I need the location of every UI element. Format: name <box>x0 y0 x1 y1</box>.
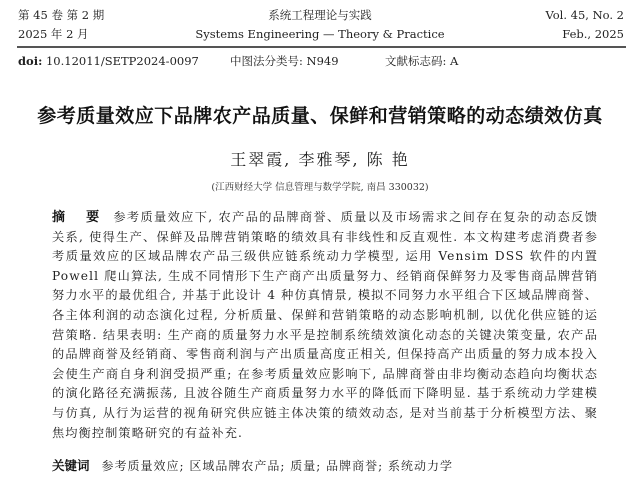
abstract <box>52 208 598 443</box>
abstract-label: 摘 要 <box>52 210 108 225</box>
clc-number <box>230 54 339 68</box>
keywords-label: 关键词 <box>52 458 90 473</box>
journal-date-cn: 2025 年 2 月 <box>18 27 89 41</box>
journal-date-en: Feb., 2025 <box>562 27 624 41</box>
clc-value: N949 <box>306 54 339 68</box>
document-code-label: 文献标志码: <box>385 54 447 68</box>
journal-volume-issue: 第 45 卷 第 2 期 <box>18 8 105 22</box>
doi-value[interactable]: 10.12011/SETP2024-0097 <box>45 54 199 68</box>
journal-name-cn: 系统工程理论与实践 <box>268 8 372 22</box>
keywords <box>52 457 453 475</box>
affiliation: (江西财经大学 信息管理与数学学院, 南昌 330032) <box>211 182 429 193</box>
header-rule <box>17 46 626 48</box>
paper-title: 参考质量效应下品牌农产品质量、保鲜和营销策略的动态绩效仿真 <box>37 105 603 127</box>
doi <box>18 54 199 68</box>
abstract-text: 参考质量效应下, 农产品的品牌商誉、质量以及市场需求之间存在复杂的动态反馈关系, 使得生产、保鲜及品牌营销策略的绩效具有非线性和反直观性. 本文构建考虑消费者参考质量效应的区域品牌农产品三级供应链系统动力学模型, 运用 Vensim DSS 软件的内置 Powell 爬山算法, 生成不同情形下生产商产出质量努力、经销商保鲜努力及零售商品牌营销努力水平的最优组合, 并基于此设计 4 种仿真情景, 模拟不同努力水平组合下区域品牌商誉、各主体利润的动态演化过程, 分析质量、保鲜和营销策略的动态影响机制, 以优化供应链的运营策略. 结果表明: 生产商的质量努力水平是控制系统绩效演化动态的关键决策变量, 农产品的品牌商誉及经销商、零售商利润与产出质量高度正相关, 但保持高产出质量的努力成本投入会使生产商自身利润受损严重; 在参考质量效应影响下, 品牌商誉由非均衡动态趋向均衡状态的演化路径充满振荡, 且波谷随生产商质量努力水平的降低而下降明显. 基于系统动力学建模与仿真, 从行为运营的视角研究供应链主体决策的绩效动态, 是对当前基于分析模型方法、聚焦均衡控制策略研究的有益补充. <box>52 210 598 440</box>
document-code-value: A <box>450 54 459 68</box>
keywords-text: 参考质量效应; 区域品牌农产品; 质量; 品牌商誉; 系统动力学 <box>101 459 453 473</box>
journal-volume-en: Vol. 45, No. 2 <box>545 8 624 22</box>
clc-label: 中图法分类号: <box>230 54 303 68</box>
doi-label: doi: <box>18 54 43 68</box>
document-code <box>385 54 458 68</box>
authors: 王翠霞, 李雅琴, 陈 艳 <box>230 150 410 169</box>
journal-name-en: Systems Engineering — Theory & Practice <box>195 27 445 41</box>
